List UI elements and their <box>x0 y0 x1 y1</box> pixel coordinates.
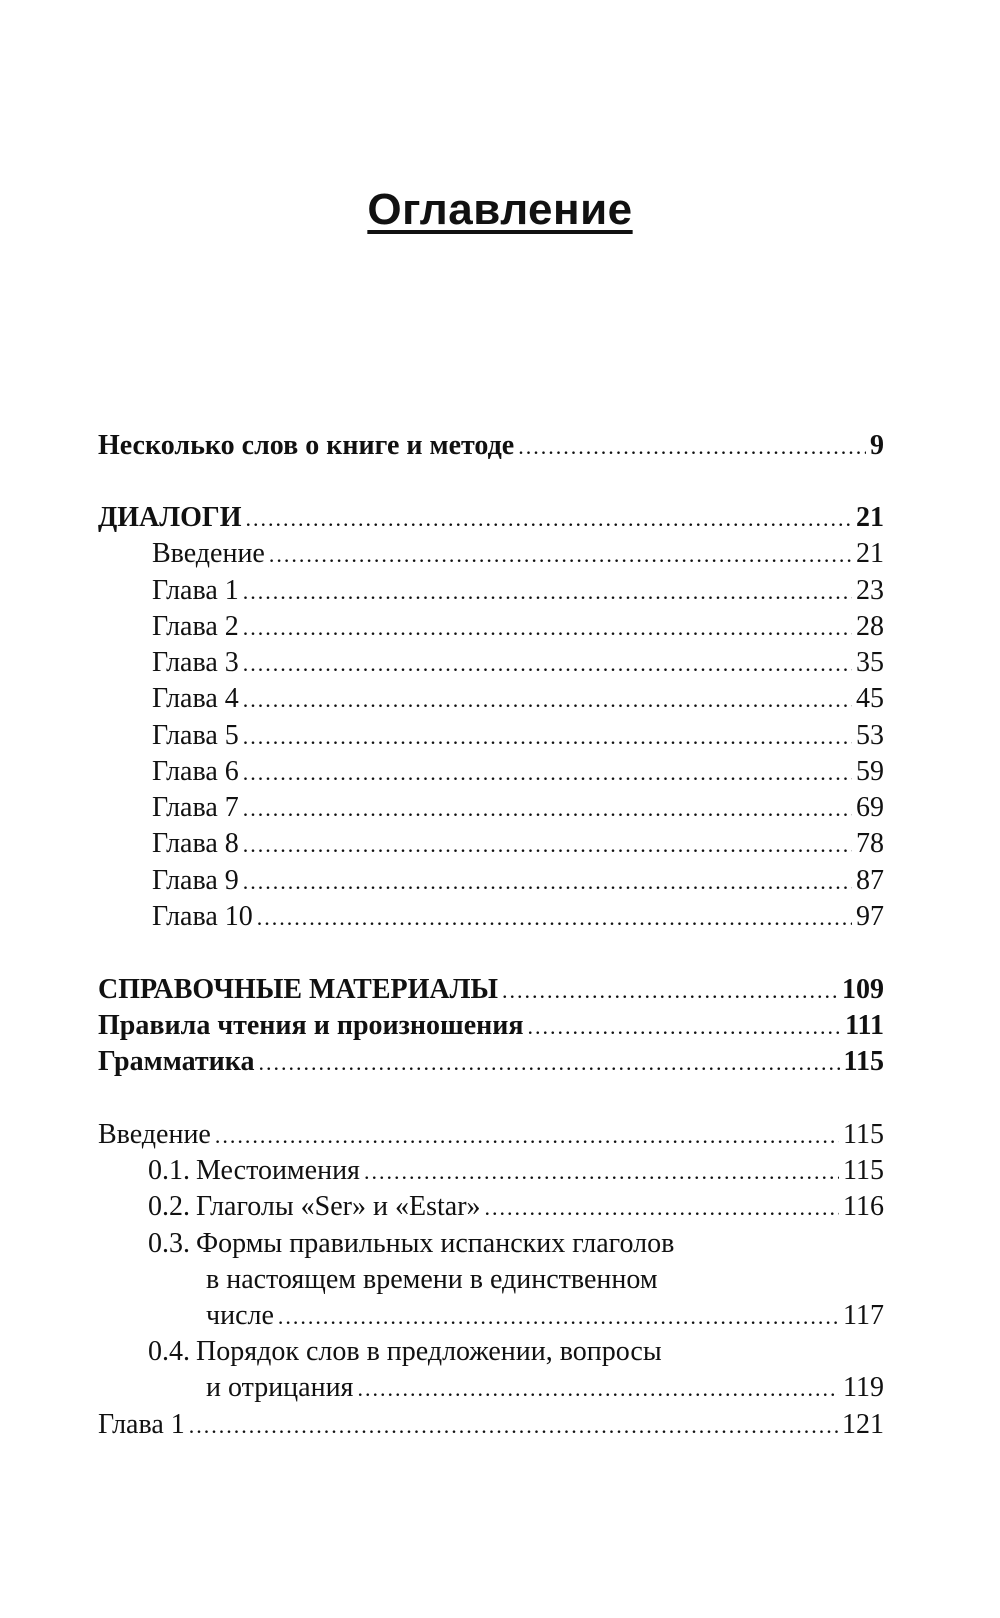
toc-entry-chapter-10[interactable] <box>152 897 884 937</box>
toc-entry-section-0-2[interactable] <box>148 1187 884 1227</box>
toc-entry-section-0-1[interactable] <box>148 1151 884 1191</box>
dot-leader <box>246 499 853 539</box>
toc-label: СПРАВОЧНЫЕ МАТЕРИАЛЫ <box>98 974 498 1005</box>
section-number: 0.2. <box>148 1191 190 1222</box>
toc-label-line-3: числе <box>206 1300 274 1331</box>
toc-entry-chapter-7[interactable] <box>152 788 884 828</box>
toc-label: Грамматика <box>98 1046 255 1077</box>
toc-entry-section-0-4[interactable] <box>148 1332 826 1372</box>
dot-leader <box>485 1188 840 1228</box>
toc-entry-chapter-2[interactable] <box>152 607 884 647</box>
dot-leader <box>258 1043 839 1083</box>
dot-leader <box>502 971 838 1011</box>
toc-entry-dialogs-intro[interactable] <box>152 534 884 574</box>
dot-leader <box>243 680 852 720</box>
dot-leader <box>243 825 852 865</box>
toc-entry-grammar[interactable] <box>98 1042 884 1082</box>
toc-page-number: 111 <box>845 1010 884 1041</box>
toc-label: Глава 8 <box>152 828 239 859</box>
page-title-text: Оглавление <box>367 185 633 234</box>
toc-label-continuation[interactable] <box>206 1260 884 1300</box>
toc-page-number: 21 <box>856 538 884 569</box>
section-number: 0.3. <box>148 1228 190 1259</box>
dot-leader <box>243 644 852 684</box>
toc-label-line-2: в настоящем времени в единственном <box>206 1264 658 1295</box>
toc-entry-intro[interactable] <box>98 426 884 466</box>
toc-label: ДИАЛОГИ <box>98 502 242 533</box>
toc-label: Глава 4 <box>152 683 239 714</box>
dot-leader <box>243 789 852 829</box>
toc-label: Введение <box>152 538 265 569</box>
toc-label-continuation[interactable] <box>206 1296 884 1336</box>
toc-label: Правила чтения и произношения <box>98 1010 524 1041</box>
dot-leader <box>243 572 852 612</box>
dot-leader <box>364 1152 839 1192</box>
page-title <box>0 180 1000 240</box>
toc-label: Глава 2 <box>152 611 239 642</box>
toc-page-number: 28 <box>856 611 884 642</box>
dot-leader <box>278 1297 839 1337</box>
toc-label: Глава 1 <box>98 1409 185 1440</box>
dot-leader <box>257 898 852 938</box>
toc-label: Глава 7 <box>152 792 239 823</box>
toc-entry-chapter-9[interactable] <box>152 861 884 901</box>
dot-leader <box>243 608 852 648</box>
toc-label-line-1: Формы правильных испанских глаголов <box>196 1228 675 1259</box>
toc-page-number: 119 <box>843 1372 884 1403</box>
dot-leader <box>518 427 866 467</box>
toc-label: Несколько слов о книге и методе <box>98 430 515 461</box>
toc-page-number: 116 <box>843 1191 884 1222</box>
toc-label-continuation[interactable] <box>206 1368 884 1408</box>
toc-page-number: 23 <box>856 575 884 606</box>
toc-section-dialogs[interactable] <box>98 498 884 538</box>
toc-entry-reading-rules[interactable] <box>98 1006 884 1046</box>
toc-label: Введение <box>98 1119 211 1150</box>
toc-page-number: 69 <box>856 792 884 823</box>
toc-page-number: 115 <box>843 1046 884 1077</box>
toc-page-number: 87 <box>856 865 884 896</box>
toc-page-number: 59 <box>856 756 884 787</box>
toc-label: Глава 9 <box>152 865 239 896</box>
toc-label: Глаголы «Ser» и «Estar» <box>196 1191 481 1222</box>
toc-entry-grammar-intro[interactable] <box>98 1115 884 1155</box>
toc-entry-chapter-8[interactable] <box>152 824 884 864</box>
toc-page-number: 35 <box>856 647 884 678</box>
toc-page-number: 109 <box>842 974 884 1005</box>
toc-section-reference[interactable] <box>98 970 884 1010</box>
toc-page-number: 78 <box>856 828 884 859</box>
dot-leader <box>215 1116 839 1156</box>
section-number: 0.4. <box>148 1336 190 1367</box>
toc-label-line-1: Порядок слов в предложении, вопросы <box>196 1336 662 1367</box>
toc-page-number: 115 <box>843 1119 884 1150</box>
dot-leader <box>528 1007 842 1047</box>
toc-page-number: 53 <box>856 720 884 751</box>
toc-entry-section-0-3[interactable] <box>148 1224 826 1264</box>
toc-page-number: 45 <box>856 683 884 714</box>
section-number: 0.1. <box>148 1155 190 1186</box>
toc-page-number: 115 <box>843 1155 884 1186</box>
toc-page-number: 97 <box>856 901 884 932</box>
toc-label: Глава 3 <box>152 647 239 678</box>
toc-label-line-2: и отрицания <box>206 1372 354 1403</box>
toc-label: Глава 1 <box>152 575 239 606</box>
toc-entry-grammar-chapter-1[interactable] <box>98 1405 884 1445</box>
toc-label: Глава 6 <box>152 756 239 787</box>
toc-label: Глава 10 <box>152 901 253 932</box>
toc-entry-chapter-4[interactable] <box>152 679 884 719</box>
toc-page-number: 9 <box>870 430 884 461</box>
dot-leader <box>269 535 852 575</box>
toc-entry-chapter-1[interactable] <box>152 571 884 611</box>
dot-leader <box>357 1369 839 1409</box>
dot-leader <box>243 862 852 902</box>
toc-entry-chapter-5[interactable] <box>152 716 884 756</box>
toc-label: Глава 5 <box>152 720 239 751</box>
toc-entry-chapter-6[interactable] <box>152 752 884 792</box>
toc-page-number: 121 <box>842 1409 884 1440</box>
dot-leader <box>189 1406 838 1446</box>
toc-entry-chapter-3[interactable] <box>152 643 884 683</box>
toc-page-number: 117 <box>843 1300 884 1331</box>
dot-leader <box>243 753 852 793</box>
dot-leader <box>243 717 852 757</box>
toc-label: Местоимения <box>196 1155 360 1186</box>
toc-page-number: 21 <box>856 502 884 533</box>
